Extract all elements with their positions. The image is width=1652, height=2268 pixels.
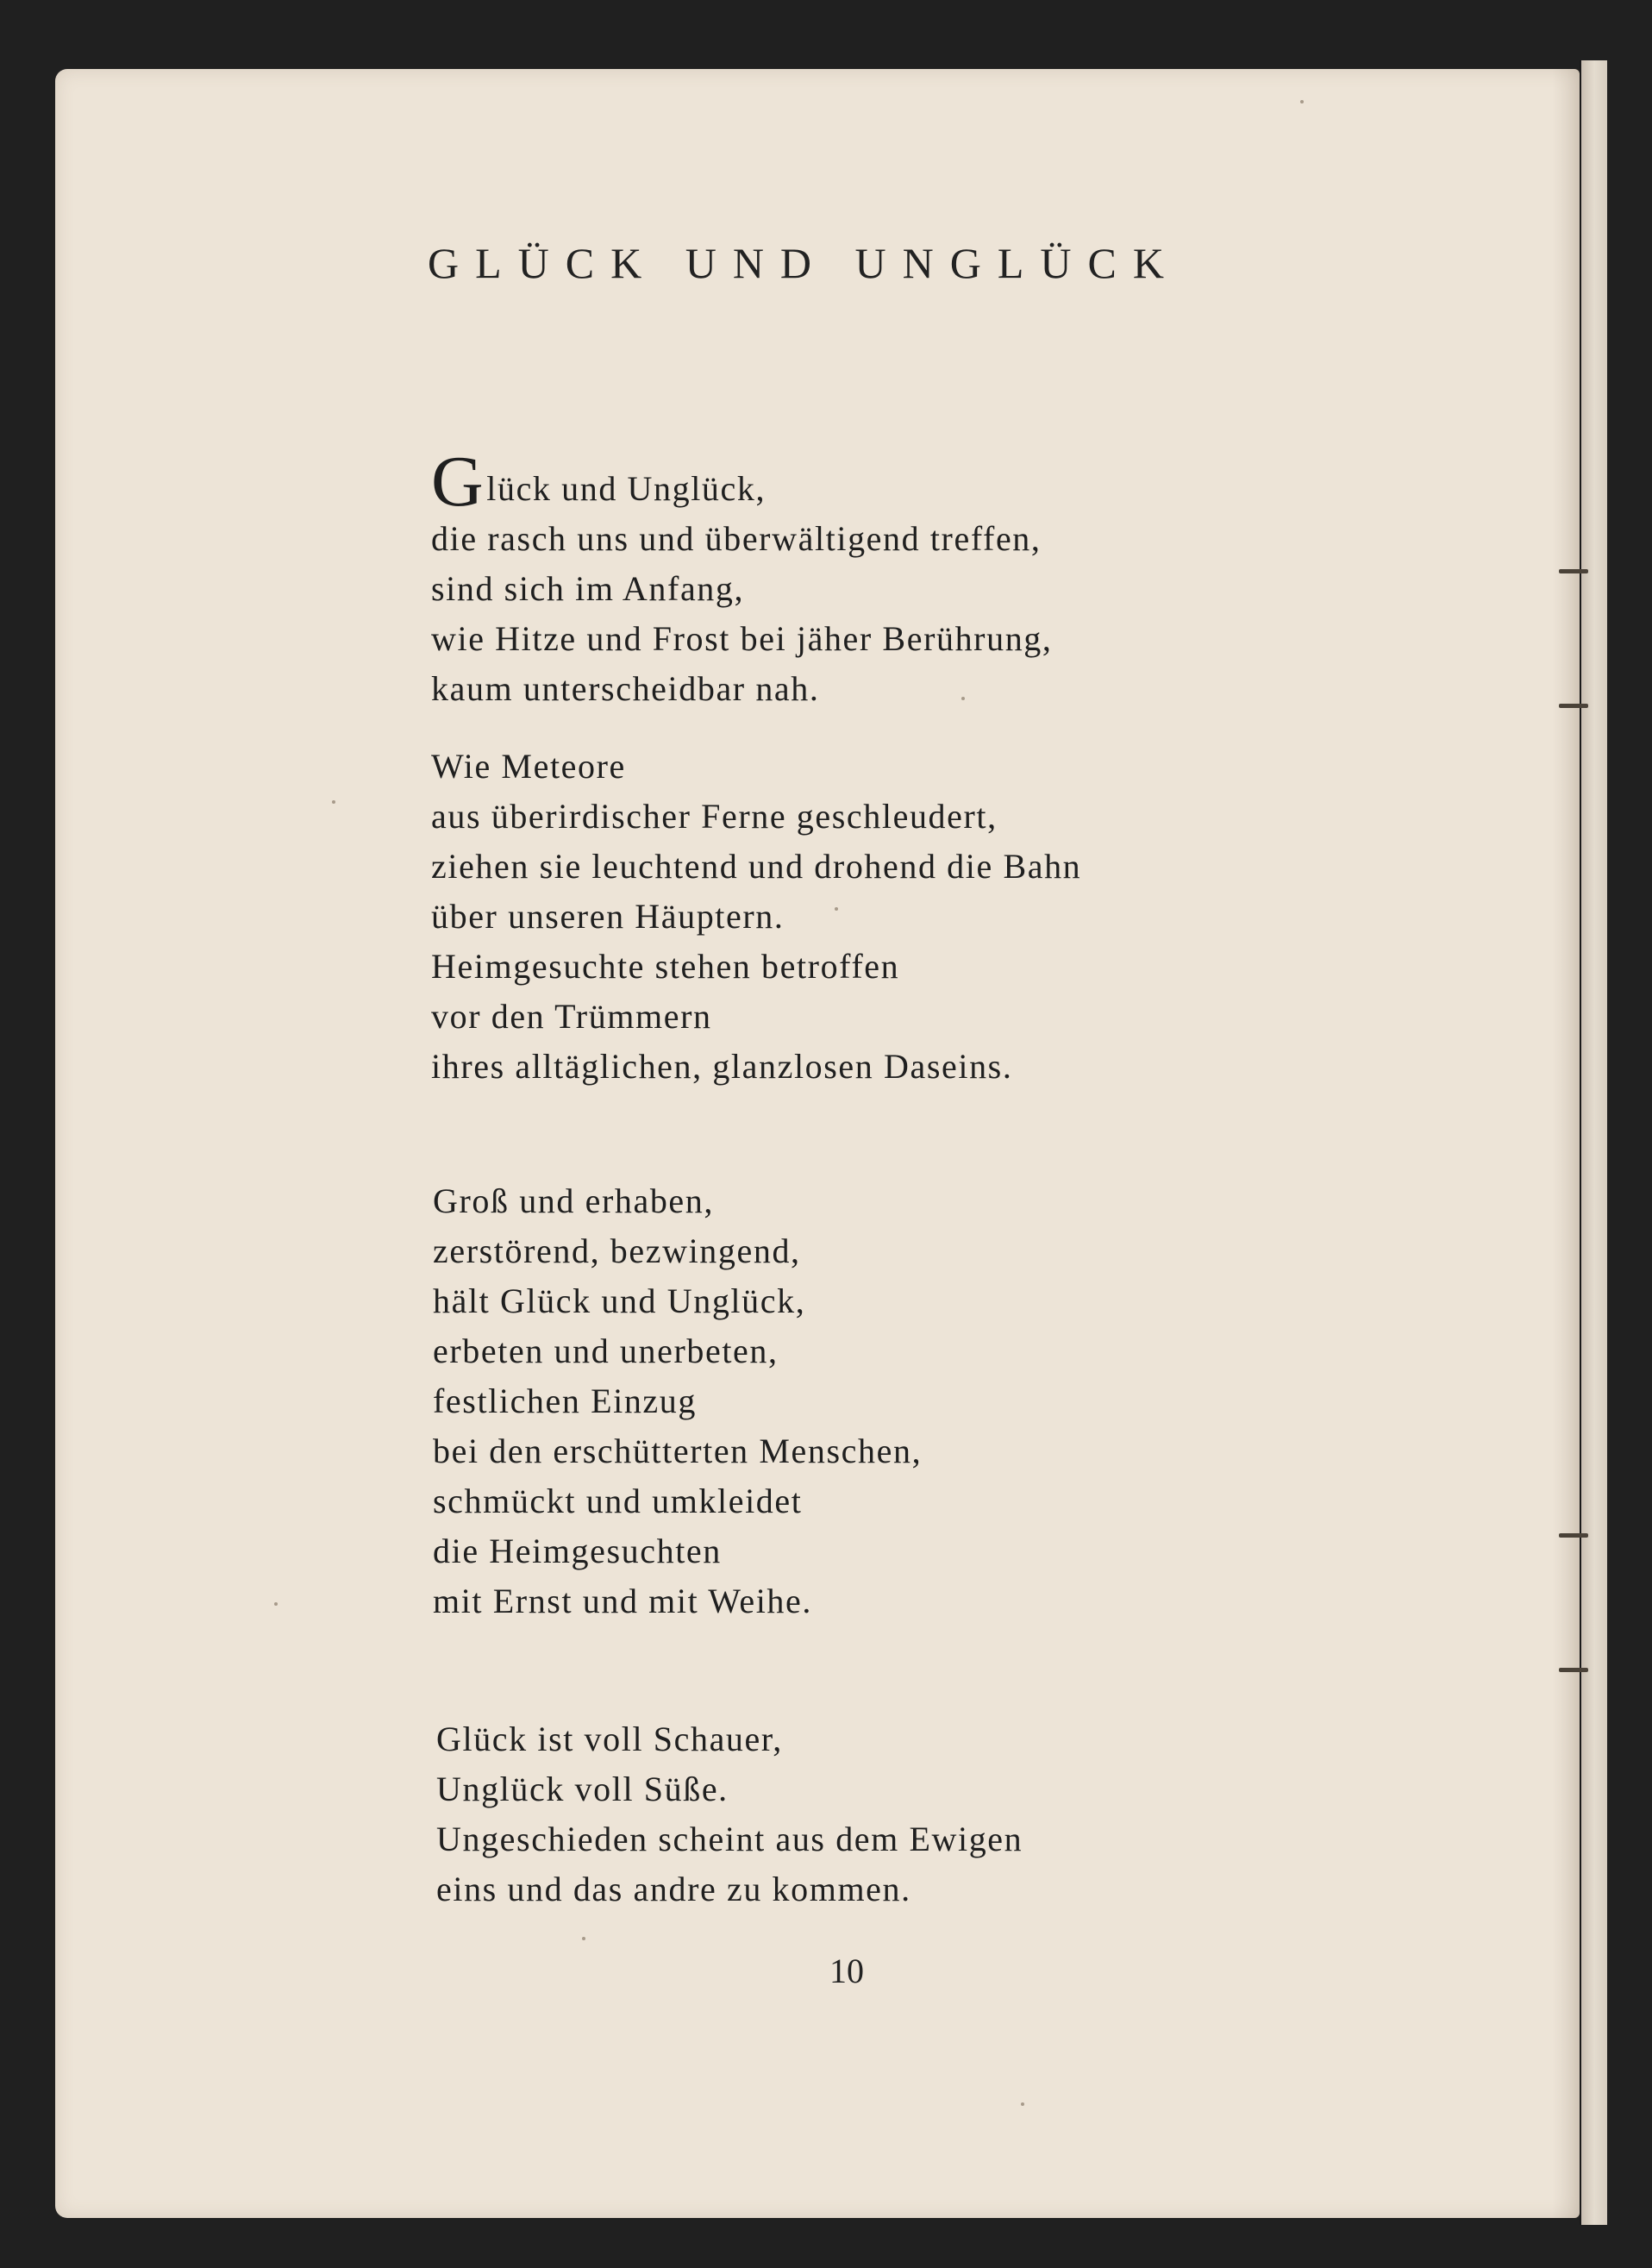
stanza-2 [431, 742, 1081, 1092]
paper-speck [1300, 100, 1304, 103]
poem-line: hält Glück und Unglück, [433, 1281, 806, 1320]
poem-line: aus überirdischer Ferne geschleudert, [431, 797, 998, 836]
poem-line: ihres alltäglichen, glanzlosen Daseins. [431, 1047, 1013, 1086]
poem-line [431, 442, 1053, 522]
paper-speck [582, 1937, 585, 1940]
stanza-1 [431, 442, 1053, 714]
poem-line: Groß und erhaben, [433, 1181, 714, 1220]
poem-line: erbeten und unerbeten, [433, 1331, 779, 1370]
poem-line: Heimgesuchte stehen betroffen [431, 947, 900, 986]
poem-line: über unseren Häuptern. [431, 897, 785, 936]
poem-line: Glück ist voll Schauer, [436, 1720, 783, 1758]
poem-title: GLÜCK UND UNGLÜCK [428, 239, 1180, 287]
poem-line: kaum unterscheidbar nah. [431, 669, 820, 708]
poem-line: mit Ernst und mit Weihe. [433, 1582, 812, 1620]
poem-line: vor den Trümmern [431, 997, 712, 1036]
poem-line: wie Hitze und Frost bei jäher Berührung, [431, 619, 1053, 658]
poem-line: zerstörend, bezwingend, [433, 1231, 801, 1270]
paper-speck [1021, 2102, 1024, 2106]
poem-line: bei den erschütterten Menschen, [433, 1432, 923, 1470]
poem-line: eins und das andre zu kommen. [436, 1870, 911, 1908]
poem-line: die rasch uns und überwältigend treffen, [431, 519, 1042, 558]
stanza-3 [433, 1176, 922, 1626]
stanza-4 [436, 1714, 1023, 1914]
poem-line: die Heimgesuchten [433, 1532, 722, 1570]
poem-line: festlichen Einzug [433, 1381, 697, 1420]
next-page-edge [1580, 60, 1607, 2225]
binding-stitch [1559, 1533, 1588, 1538]
binding-stitch [1559, 704, 1588, 708]
binding-stitch [1559, 1668, 1588, 1672]
poem-line: sind sich im Anfang, [431, 569, 745, 608]
binding-stitch [1559, 569, 1588, 573]
poem-line: Unglück voll Süße. [436, 1770, 729, 1808]
paper-speck [274, 1602, 278, 1606]
drop-cap: G [431, 442, 485, 522]
page-number: 10 [829, 1952, 864, 1990]
page-fold-shadow [1552, 69, 1580, 2218]
poem-line: Ungeschieden scheint aus dem Ewigen [436, 1820, 1023, 1858]
paper-speck [332, 800, 335, 804]
poem-line-text: lück und Unglück, [486, 469, 767, 508]
poem-line: schmückt und umkleidet [433, 1482, 803, 1520]
poem-line: Wie Meteore [431, 747, 626, 786]
poem-line: ziehen sie leuchtend und drohend die Bahn [431, 847, 1082, 886]
